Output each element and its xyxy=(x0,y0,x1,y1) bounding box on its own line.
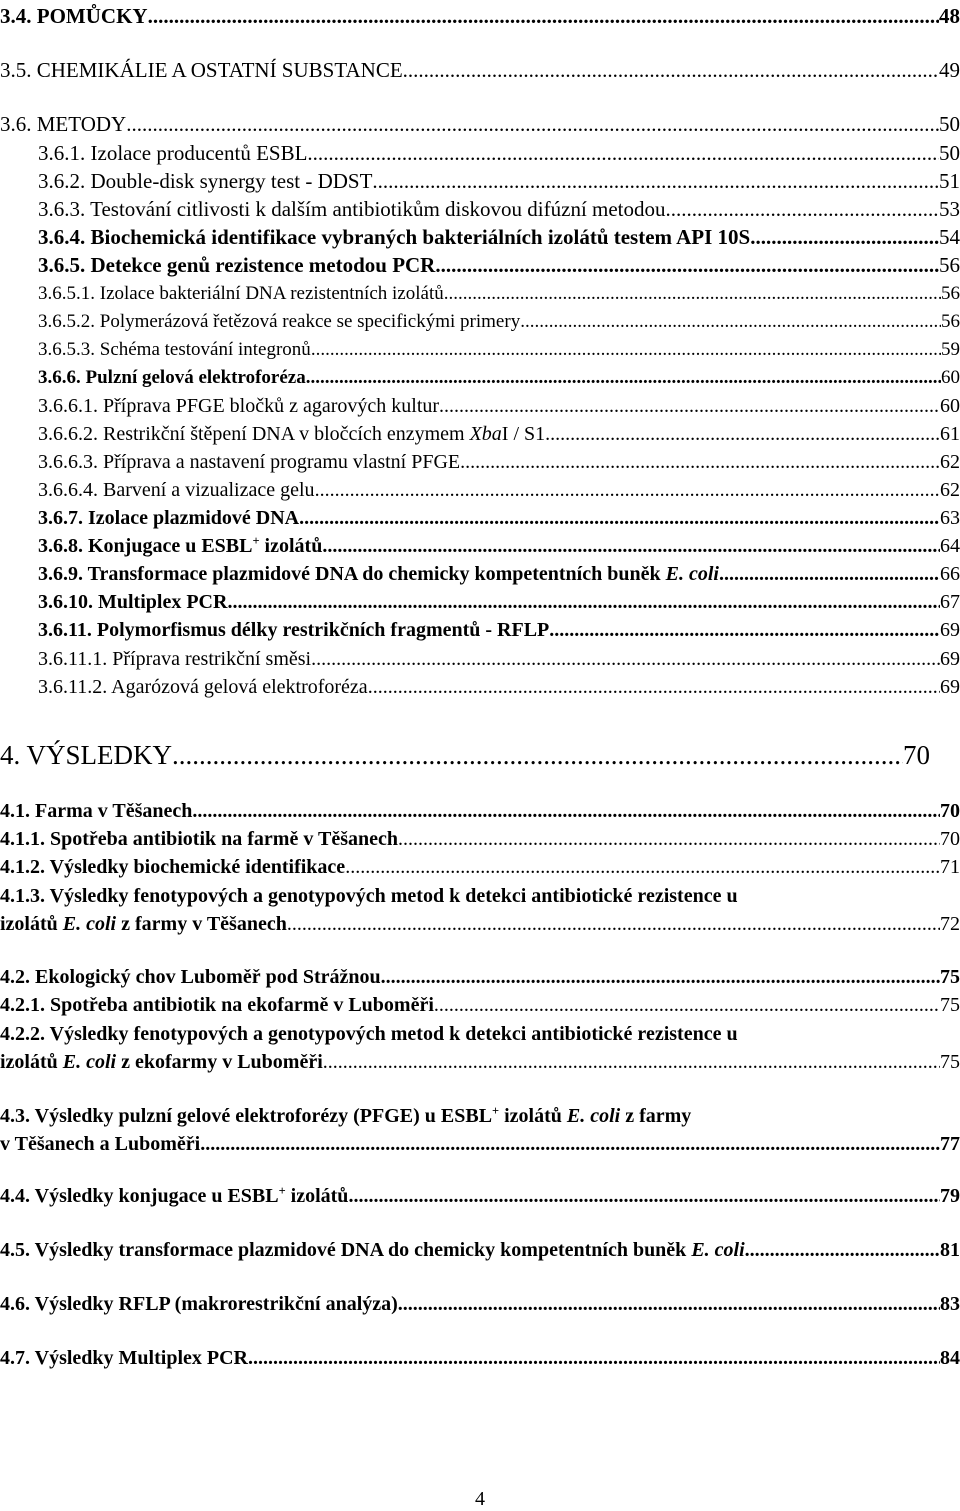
toc-leader xyxy=(307,143,939,164)
toc-entry-title[interactable]: 4.2.2. Výsledky fenotypových a genotypových metod k detekci antibiotické rezistence u xyxy=(0,1023,738,1045)
toc-entry-title: 3.6.6. Pulzní gelová elektroforéza xyxy=(38,367,306,388)
toc-entry[interactable] xyxy=(0,114,960,135)
toc-entry-page: 59 xyxy=(941,339,960,360)
toc-leader xyxy=(434,995,940,1015)
toc-entry[interactable] xyxy=(38,199,960,220)
toc-entry-page: 60 xyxy=(940,395,960,417)
toc-entry[interactable] xyxy=(38,340,960,359)
toc-entry[interactable] xyxy=(38,649,960,669)
toc-entry-page: 50 xyxy=(939,141,960,165)
toc-entry-page: 71 xyxy=(940,856,960,878)
toc-leader xyxy=(126,114,939,135)
toc-entry[interactable] xyxy=(0,857,960,877)
toc-leader xyxy=(323,1052,940,1072)
toc-entry-page: 56 xyxy=(941,311,960,332)
toc-leader xyxy=(306,368,941,387)
toc-leader xyxy=(345,857,940,877)
toc-leader xyxy=(299,508,940,528)
toc-entry[interactable] xyxy=(0,914,960,934)
toc-leader xyxy=(227,592,940,612)
toc-entry-page: 56 xyxy=(939,253,960,277)
toc-leader xyxy=(745,1240,940,1260)
toc-entry-title: 4.2.1. Spotřeba antibiotik na ekofarmě v Luboměři xyxy=(0,994,434,1016)
toc-entry-page: 69 xyxy=(940,676,960,698)
toc-entry-title: 4. VÝSLEDKY xyxy=(0,740,173,770)
toc-leader xyxy=(311,649,940,669)
toc-entry-page: 75 xyxy=(940,994,960,1016)
toc-leader xyxy=(368,677,940,697)
toc-entry-title[interactable]: 4.1.3. Výsledky fenotypových a genotypových metod k detekci antibiotické rezistence u xyxy=(0,885,738,907)
toc-entry-page: 84 xyxy=(940,1347,960,1369)
toc-entry-page: 49 xyxy=(939,58,960,82)
toc-entry-page: 61 xyxy=(940,423,960,445)
toc-entry[interactable] xyxy=(38,564,960,584)
toc-leader xyxy=(435,255,939,276)
toc-leader xyxy=(444,284,941,303)
toc-leader xyxy=(460,452,940,472)
toc-entry[interactable] xyxy=(0,1052,960,1072)
toc-entry[interactable] xyxy=(0,60,960,81)
toc-leader xyxy=(148,6,939,27)
toc-entry[interactable] xyxy=(38,424,960,444)
toc-entry[interactable] xyxy=(0,1186,960,1206)
toc-entry-page: 81 xyxy=(940,1239,960,1261)
toc-leader xyxy=(322,536,940,556)
toc-entry-title: 3.6. METODY xyxy=(0,112,127,136)
toc-entry-page: 66 xyxy=(940,563,960,585)
toc-entry[interactable] xyxy=(0,1294,960,1314)
toc-leader xyxy=(287,914,940,934)
toc-entry[interactable] xyxy=(0,1240,960,1260)
toc-leader xyxy=(398,1294,940,1314)
toc-entry[interactable] xyxy=(38,677,960,697)
toc-entry-title: 4.7. Výsledky Multiplex PCR xyxy=(0,1347,248,1369)
toc-leader xyxy=(520,312,941,331)
toc-entry[interactable] xyxy=(38,592,960,612)
toc-entry-title: 3.6.9. Transformace plazmidové DNA do chemicky kompetentních buněk E. coli xyxy=(38,563,719,585)
toc-entry-title: 3.6.11. Polymorfismus délky restrikčních fragmentů - RFLP xyxy=(38,619,550,641)
toc-entry-page: 70 xyxy=(903,740,930,770)
toc-leader xyxy=(315,480,940,500)
toc-leader xyxy=(372,171,939,192)
toc-entry-title: 3.6.8. Konjugace u ESBL+ izolátů xyxy=(38,534,323,557)
toc-entry[interactable] xyxy=(0,829,960,849)
toc-entry-title: 3.6.1. Izolace producentů ESBL xyxy=(38,141,308,165)
toc-entry-title: 3.6.2. Double-disk synergy test - DDST xyxy=(38,169,373,193)
toc-entry-page: 62 xyxy=(940,479,960,501)
toc-leader xyxy=(666,199,939,220)
toc-entry-title: 3.6.7. Izolace plazmidové DNA xyxy=(38,507,300,529)
toc-entry-title: 3.6.6.2. Restrikční štěpení DNA v bločcích enzymem XbaI / S1 xyxy=(38,423,546,445)
toc-entry-page: 69 xyxy=(940,648,960,670)
toc-entry-page: 60 xyxy=(941,367,960,388)
toc-entry-title: 3.6.4. Biochemická identifikace vybraných bakteriálních izolátů testem API 10S xyxy=(38,225,751,249)
toc-entry-title: 3.6.6.4. Barvení a vizualizace gelu xyxy=(38,479,315,501)
toc-entry-title: 3.6.5.1. Izolace bakteriální DNA rezistentních izolátů xyxy=(38,283,444,304)
toc-leader xyxy=(200,1134,940,1154)
toc-entry-title: 3.6.11.1. Příprava restrikční směsi xyxy=(38,648,312,670)
toc-leader xyxy=(192,801,940,821)
toc-leader xyxy=(545,424,940,444)
toc-entry[interactable] xyxy=(0,995,960,1015)
toc-entry[interactable] xyxy=(0,967,960,987)
toc-entry[interactable] xyxy=(38,480,960,500)
toc-leader xyxy=(398,829,940,849)
toc-entry-page: 77 xyxy=(940,1133,960,1155)
toc-entry-page: 53 xyxy=(939,197,960,221)
toc-leader xyxy=(549,620,940,640)
toc-entry[interactable] xyxy=(38,143,960,164)
toc-entry-title: 3.6.5.3. Schéma testování integronů xyxy=(38,339,311,360)
toc-leader xyxy=(248,1348,940,1368)
toc-entry-title: 4.1.1. Spotřeba antibiotik na farmě v Těšanech xyxy=(0,828,398,850)
toc-entry-page: 75 xyxy=(940,1051,960,1073)
toc-entry[interactable] xyxy=(38,536,960,556)
toc-entry-title[interactable]: 4.3. Výsledky pulzní gelové elektroforézy (PFGE) u ESBL+ izolátů E. coli z farmy xyxy=(0,1104,692,1127)
toc-entry-page: 70 xyxy=(940,800,960,822)
toc-entry-title: 3.6.6.3. Příprava a nastavení programu vlastní PFGE xyxy=(38,451,461,473)
toc-entry-page: 69 xyxy=(940,619,960,641)
toc-entry-title: 4.2. Ekologický chov Luboměř pod Strážnou xyxy=(0,966,381,988)
toc-leader xyxy=(381,967,940,987)
toc-entry[interactable] xyxy=(0,801,960,821)
toc-entry[interactable] xyxy=(38,227,960,248)
toc-entry-page: 54 xyxy=(939,225,960,249)
toc-entry-title: 4.4. Výsledky konjugace u ESBL+ izolátů xyxy=(0,1184,349,1207)
toc-leader xyxy=(311,340,941,359)
toc-entry-title: 3.6.11.2. Agarózová gelová elektroforéza xyxy=(38,676,368,698)
toc-entry-page: 62 xyxy=(940,451,960,473)
toc-entry[interactable] xyxy=(38,396,960,416)
toc-entry[interactable] xyxy=(38,312,960,331)
toc-entry[interactable] xyxy=(38,171,960,192)
toc-entry[interactable] xyxy=(0,742,930,769)
toc-entry-page: 70 xyxy=(940,828,960,850)
toc-entry-title: 3.6.6.1. Příprava PFGE bločků z agarových kultur xyxy=(38,395,440,417)
toc-entry-title: 4.5. Výsledky transformace plazmidové DNA do chemicky kompetentních buněk E. coli xyxy=(0,1239,745,1261)
toc-entry-page: 48 xyxy=(939,4,960,28)
toc-entry-title: 3.6.5.2. Polymerázová řetězová reakce se specifickými primery xyxy=(38,311,521,332)
toc-entry-title-continuation: izolátů E. coli z farmy v Těšanech xyxy=(0,913,287,935)
toc-leader xyxy=(750,227,939,248)
toc-entry-title: 4.6. Výsledky RFLP (makrorestrikční analýza) xyxy=(0,1293,398,1315)
toc-entry-title: 3.4. POMŮCKY xyxy=(0,4,148,28)
toc-entry[interactable] xyxy=(38,620,960,640)
toc-entry-title-continuation: v Těšanech a Luboměři xyxy=(0,1133,201,1155)
toc-entry[interactable] xyxy=(0,1134,960,1154)
toc-entry-page: 75 xyxy=(940,966,960,988)
toc-entry[interactable] xyxy=(38,508,960,528)
toc-leader xyxy=(439,396,940,416)
toc-leader xyxy=(348,1186,940,1206)
toc-entry-title: 4.1. Farma v Těšanech xyxy=(0,800,193,822)
toc-entry-page: 72 xyxy=(940,913,960,935)
toc-entry-title: 4.1.2. Výsledky biochemické identifikace xyxy=(0,856,346,878)
toc-entry-page: 64 xyxy=(940,535,960,557)
toc-entry[interactable] xyxy=(0,6,960,27)
toc-entry[interactable] xyxy=(38,255,960,276)
toc-entry-page: 83 xyxy=(940,1293,960,1315)
toc-entry-page: 50 xyxy=(939,112,960,136)
toc-leader xyxy=(719,564,940,584)
toc-entry-title-continuation: izolátů E. coli z ekofarmy v Luboměři xyxy=(0,1051,323,1073)
toc-entry-title: 3.6.3. Testování citlivosti k dalším antibiotikům diskovou difúzní metodou xyxy=(38,197,666,221)
toc-entry-page: 56 xyxy=(941,283,960,304)
page-number: 4 xyxy=(475,1488,485,1510)
toc-entry-page: 79 xyxy=(940,1185,960,1207)
toc-entry-title: 3.6.5. Detekce genů rezistence metodou PCR xyxy=(38,253,436,277)
toc-entry[interactable] xyxy=(38,284,960,303)
toc-leader xyxy=(172,742,903,769)
toc-entry[interactable] xyxy=(0,1348,960,1368)
toc-entry-page: 51 xyxy=(939,169,960,193)
toc-entry-title: 3.6.10. Multiplex PCR xyxy=(38,591,228,613)
toc-entry-title: 3.5. CHEMIKÁLIE A OSTATNÍ SUBSTANCE xyxy=(0,58,403,82)
toc-entry-page: 67 xyxy=(940,591,960,613)
toc-entry-page: 63 xyxy=(940,507,960,529)
toc-leader xyxy=(403,60,939,81)
toc-entry[interactable] xyxy=(38,368,960,387)
toc-entry[interactable] xyxy=(38,452,960,472)
